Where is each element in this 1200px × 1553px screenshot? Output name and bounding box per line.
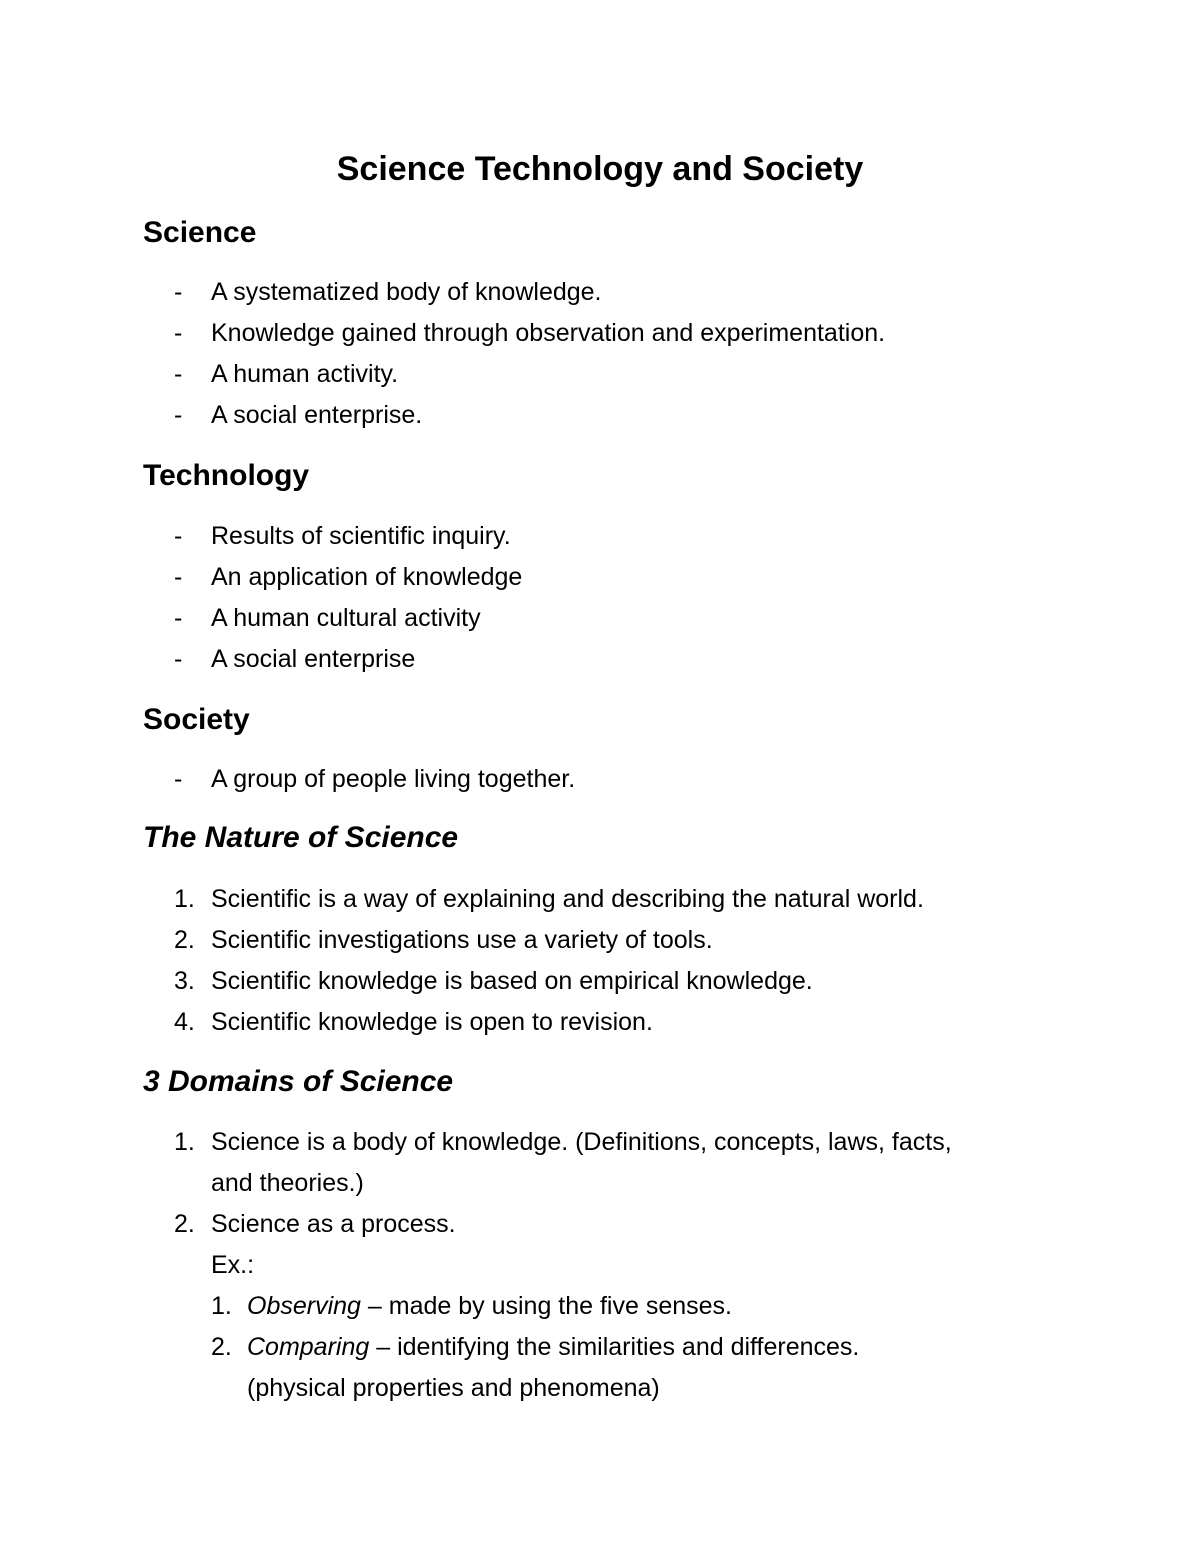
list-item-text: A systematized body of knowledge. [211,278,602,306]
list-item-text: Knowledge gained through observation and experimentation. [211,319,886,347]
page-title: Science Technology and Society [336,150,864,188]
bullet-dash: - [174,563,183,591]
list-item-text: A human cultural activity [211,604,481,632]
list-item-text: Results of scientific inquiry. [211,522,511,550]
list-item-text: Scientific knowledge is based on empirical knowledge. [211,967,813,995]
bullet-dash: - [174,645,183,673]
heading-science: Science [143,216,257,249]
bullet-dash: - [174,522,183,550]
list-item-text: A group of people living together. [211,765,576,793]
list-item-text [247,1287,732,1325]
heading-domains-of-science: 3 Domains of Science [143,1065,454,1098]
item-number: 2. [211,1333,232,1361]
bullet-dash: - [174,765,183,793]
list-item-text: An application of knowledge [211,563,523,591]
list-item-text: A social enterprise. [211,401,423,429]
list-item-text: A social enterprise [211,645,416,673]
list-item-text: Scientific is a way of explaining and describing the natural world. [211,885,924,913]
heading-technology: Technology [143,459,310,492]
list-item-text: (physical properties and phenomena) [247,1374,660,1402]
list-item-text: Science is a body of knowledge. (Definitions, concepts, laws, facts, [211,1128,952,1156]
term-description: – made by using the five senses. [360,1292,732,1320]
bullet-dash: - [174,360,183,388]
heading-nature-of-science: The Nature of Science [143,821,459,854]
bullet-dash: - [174,401,183,429]
heading-society: Society [143,703,250,736]
bullet-dash: - [174,278,183,306]
item-number: 1. [211,1292,232,1320]
list-item-text: Science as a process. [211,1210,456,1238]
list-item-text [247,1328,859,1366]
item-number: 2. [174,926,195,954]
list-item-text: Scientific knowledge is open to revision. [211,1008,653,1036]
list-item-text: A human activity. [211,360,399,388]
list-item-text: Scientific investigations use a variety of tools. [211,926,713,954]
example-label: Ex.: [211,1251,255,1279]
item-number: 4. [174,1008,195,1036]
item-number: 2. [174,1210,195,1238]
item-number: 3. [174,967,195,995]
list-item-text: and theories.) [211,1169,364,1197]
term-observing: Observing [247,1292,361,1320]
term-description: – identifying the similarities and differences. [369,1333,860,1361]
item-number: 1. [174,1128,195,1156]
item-number: 1. [174,885,195,913]
bullet-dash: - [174,319,183,347]
bullet-dash: - [174,604,183,632]
term-comparing: Comparing [247,1333,370,1361]
